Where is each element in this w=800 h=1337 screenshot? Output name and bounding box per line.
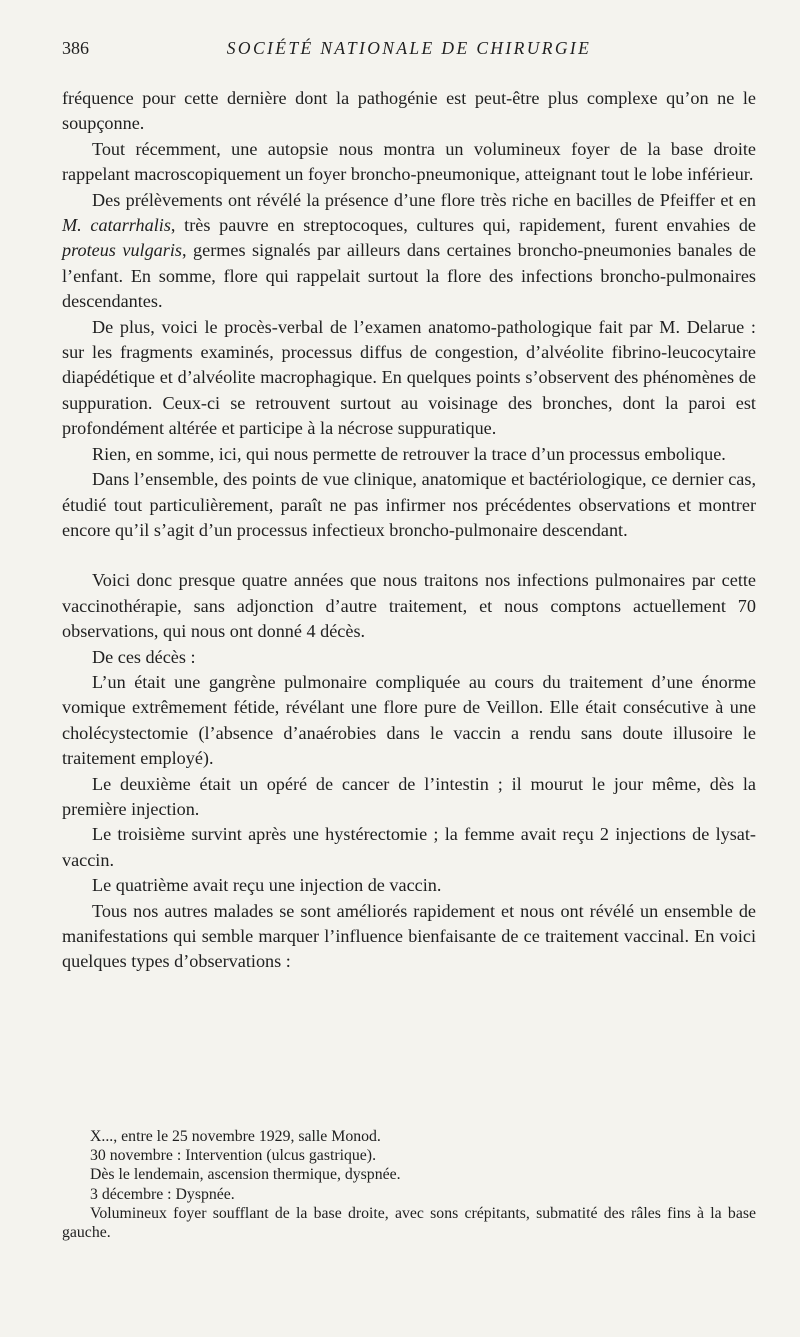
note-line: Volumineux foyer soufflant de la base droite, avec sons crépitants, submatité des râles fins à la base gauche. (62, 1204, 756, 1242)
species-name: M. catarrhalis (62, 215, 171, 236)
paragraph: Dans l’ensemble, des points de vue clinique, anatomique et bactériologique, ce dernier cas, étudié tout particulièrement, paraît ne pas infirmer nos précédentes observations et montrer encore qu’il s’agit d’un processus infectieux broncho-pulmonaire descendant. (62, 469, 756, 540)
body-text (62, 86, 756, 975)
paragraph: L’un était une gangrène pulmonaire compliquée au cours du traitement d’une énorme vomique extrêmement fétide, révélant une flore pure de Veillon. Elle était consécutive à une cholécystectomie (l’absence d’anaérobies dans le vaccin a rendu sans doute illusoire le traitement employé). (62, 671, 756, 769)
paragraph: Tous nos autres malades se sont améliorés rapidement et nous ont révélé un ensemble de manifestations qui semble marquer l’influence bienfaisante de ce traitement vaccinal. En voici quelques types d’observations : (62, 900, 756, 972)
paragraph: Le deuxième était un opéré de cancer de l’intestin ; il mourut le jour même, dès la première injection. (62, 773, 756, 819)
paragraph: De plus, voici le procès-verbal de l’examen anatomo-pathologique fait par M. Delarue : sur les fragments examinés, processus diffus de congestion, d’alvéolite fibrino-leucocytaire diapédétique et d’alvéolite macrophagique. En quelques points s’observent des phénomènes de suppuration. Ceux-ci se retrouvent surtout au voisinage des bronches, dont la paroi est profondément altérée et participe à la nécrose suppuratique. (62, 316, 756, 439)
paragraph: Voici donc presque quatre années que nous traitons nos infections pulmonaires par cette vaccinothérapie, sans adjonction d’autre traitement, et nous comptons actuellement 70 observations, qui nous ont donné 4 décès. (62, 570, 756, 642)
paragraph: fréquence pour cette dernière dont la pathogénie est peut-être plus complexe qu’on ne le soupçonne. (62, 88, 756, 134)
page-header (62, 38, 756, 64)
paragraph (62, 188, 756, 315)
note-line: X..., entre le 25 novembre 1929, salle Monod. (90, 1128, 381, 1145)
paragraph: Tout récemment, une autopsie nous montra un volumineux foyer de la base droite rappelant macroscopiquement un foyer broncho-pneumonique, atteignant tout le lobe inférieur. (62, 138, 756, 185)
note-line: 3 décembre : Dyspnée. (90, 1185, 235, 1203)
text-run: , très pauvre en streptocoques, cultures qui, rapidement, furent envahies de (170, 215, 756, 236)
paragraph: Le quatrième avait reçu une injection de vaccin. (92, 875, 442, 896)
note-line: 30 novembre : Intervention (ulcus gastrique). (90, 1147, 377, 1165)
section-gap (62, 543, 756, 568)
text-run: Des prélèvements ont révélé la présence d’une flore très riche en bacilles de Pfeiffer et en (92, 189, 756, 210)
note-line: Dès le lendemain, ascension thermique, dyspnée. (90, 1166, 401, 1184)
species-name: proteus vulgaris (62, 240, 182, 261)
paragraph: Rien, en somme, ici, qui nous permette de retrouver la trace d’un processus embolique. (92, 443, 726, 464)
paragraph: De ces décès : (92, 646, 196, 667)
page-number: 386 (62, 38, 89, 58)
observation-notes (62, 1127, 756, 1242)
running-title: SOCIÉTÉ NATIONALE DE CHIRURGIE (226, 38, 592, 58)
text-run: , germes signalés par ailleurs dans certaines broncho-pneumonies banales de l’enfant. En somme, flore qui rappelait surtout la flore des infections broncho-pulmonaires descendantes. (62, 240, 756, 312)
paragraph: Le troisième survint après une hystérectomie ; la femme avait reçu 2 injections de lysat-vaccin. (62, 824, 756, 870)
